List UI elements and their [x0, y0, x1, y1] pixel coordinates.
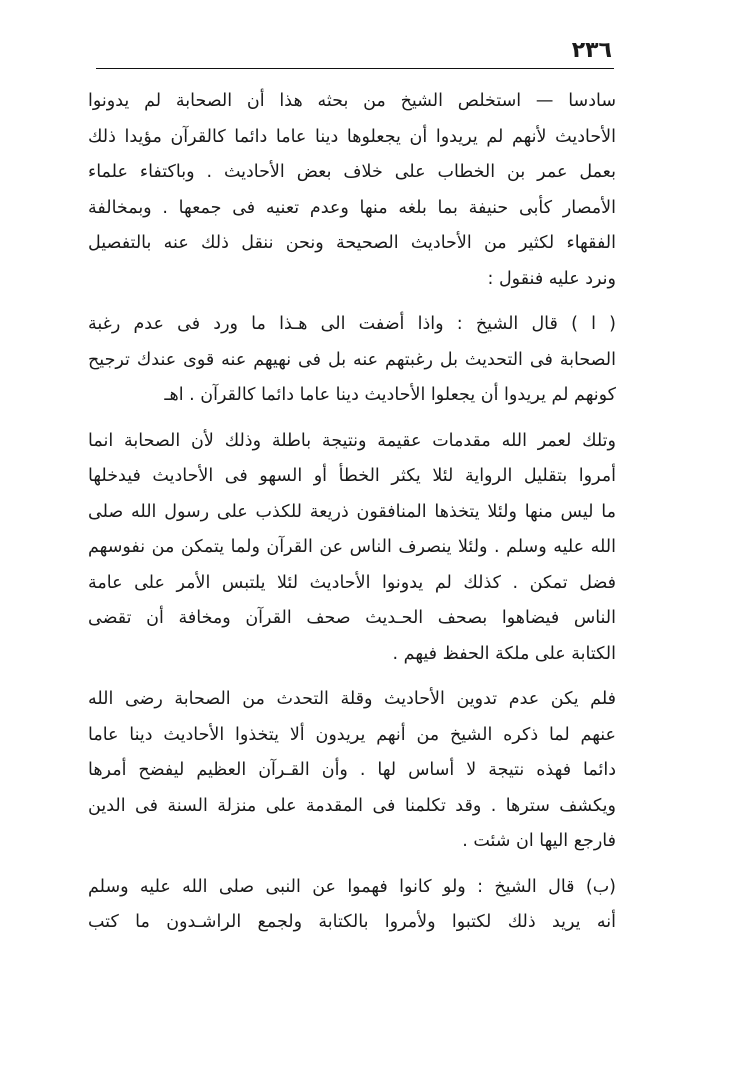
- text-line: فضل تمكن . كذلك لم يدونوا الأحاديث لئلا يلتبس الأمر على عامة: [88, 572, 616, 593]
- page-number: ٢٣٦: [571, 38, 612, 63]
- text-line: كونهم لم يريدوا أن يجعلوا الأحاديث دينا عاما دائما كالقرآن . اهـ: [164, 385, 616, 405]
- text-line: الفقهاء لكثير من الأحاديث الصحيحة ونحن ننقل ذلك عنه بالتفصيل: [88, 233, 616, 253]
- text-line: أمروا بتقليل الرواية لئلا يكثر الخطأ أو السهو فى الأحاديث فيدخلها: [88, 466, 616, 486]
- paragraph: [88, 307, 616, 414]
- text-line: (ب) قال الشيخ : ولو كانوا فهموا عن النبى صلى الله عليه وسلم: [88, 876, 616, 897]
- paragraph: [88, 682, 616, 860]
- text-line: عنهم لما ذكره الشيخ من أنهم يريدون ألا يتخذوا الأحاديث دينا عاما: [88, 724, 616, 745]
- paragraph-gap: [88, 860, 616, 870]
- text-line: فارجع اليها ان شئت .: [462, 831, 616, 851]
- text-line: الأحاديث لأنهم لم يريدوا أن يجعلوها دينا عاما دائما كالقرآن مؤيدا ذلك: [88, 126, 616, 147]
- text-line: الناس فيضاهوا بصحف الحـديث صحف القرآن ومخافة أن تقضى: [88, 608, 616, 628]
- text-line: الأمصار كأبى حنيفة بما بلغه منها وعدم تعنيه فى جمعها . وبمخالفة: [88, 197, 616, 218]
- body-text: [88, 84, 616, 941]
- text-line: وتلك لعمر الله مقدمات عقيمة ونتيجة باطلة وذلك لأن الصحابة انما: [88, 430, 616, 451]
- header-rule: [96, 68, 614, 69]
- paragraph-gap: [88, 414, 616, 424]
- text-line: بعمل عمر بن الخطاب على خلاف بعض الأحاديث . وباكتفاء علماء: [88, 162, 616, 182]
- paragraph: [88, 424, 616, 673]
- paragraph-gap: [88, 672, 616, 682]
- paragraph: [88, 870, 616, 941]
- text-line: سادسا — استخلص الشيخ من بحثه هذا أن الصحابة لم يدونوا: [88, 91, 616, 111]
- text-line: الصحابة فى التحديث بل رغبتهم عنه بل فى نهيهم عنه قوى عندك ترجيح: [88, 349, 616, 370]
- text-line: ما ليس منها ولئلا يتخذها المنافقون ذريعة للكذب على رسول الله صلى: [88, 501, 616, 522]
- text-line: ( ا ) قال الشيخ : واذا أضفت الى هـذا ما ورد فى عدم رغبة: [88, 314, 616, 334]
- text-line: فلم يكن عدم تدوين الأحاديث وقلة التحدث من الصحابة رضى الله: [88, 689, 616, 709]
- text-line: دائما فهذه نتيجة لا أساس لها . وأن القـرآن العظيم ليفضح أمرها: [88, 760, 616, 780]
- text-line: ويكشف سترها . وقد تكلمنا فى المقدمة على منزلة السنة فى الدين: [88, 795, 616, 816]
- text-line: ونرد عليه فنقول :: [487, 268, 616, 289]
- text-line: الكتابة على ملكة الحفظ فيهم .: [392, 643, 616, 664]
- paragraph: [88, 84, 616, 297]
- text-line: الله عليه وسلم . ولئلا ينصرف الناس عن القرآن ولما يتمكن من نفوسهم: [88, 537, 616, 557]
- paragraph-gap: [88, 297, 616, 307]
- text-line: أنه يريد ذلك لكتبوا ولأمروا بالكتابة ولجمع الراشـدون ما كتب: [88, 912, 616, 932]
